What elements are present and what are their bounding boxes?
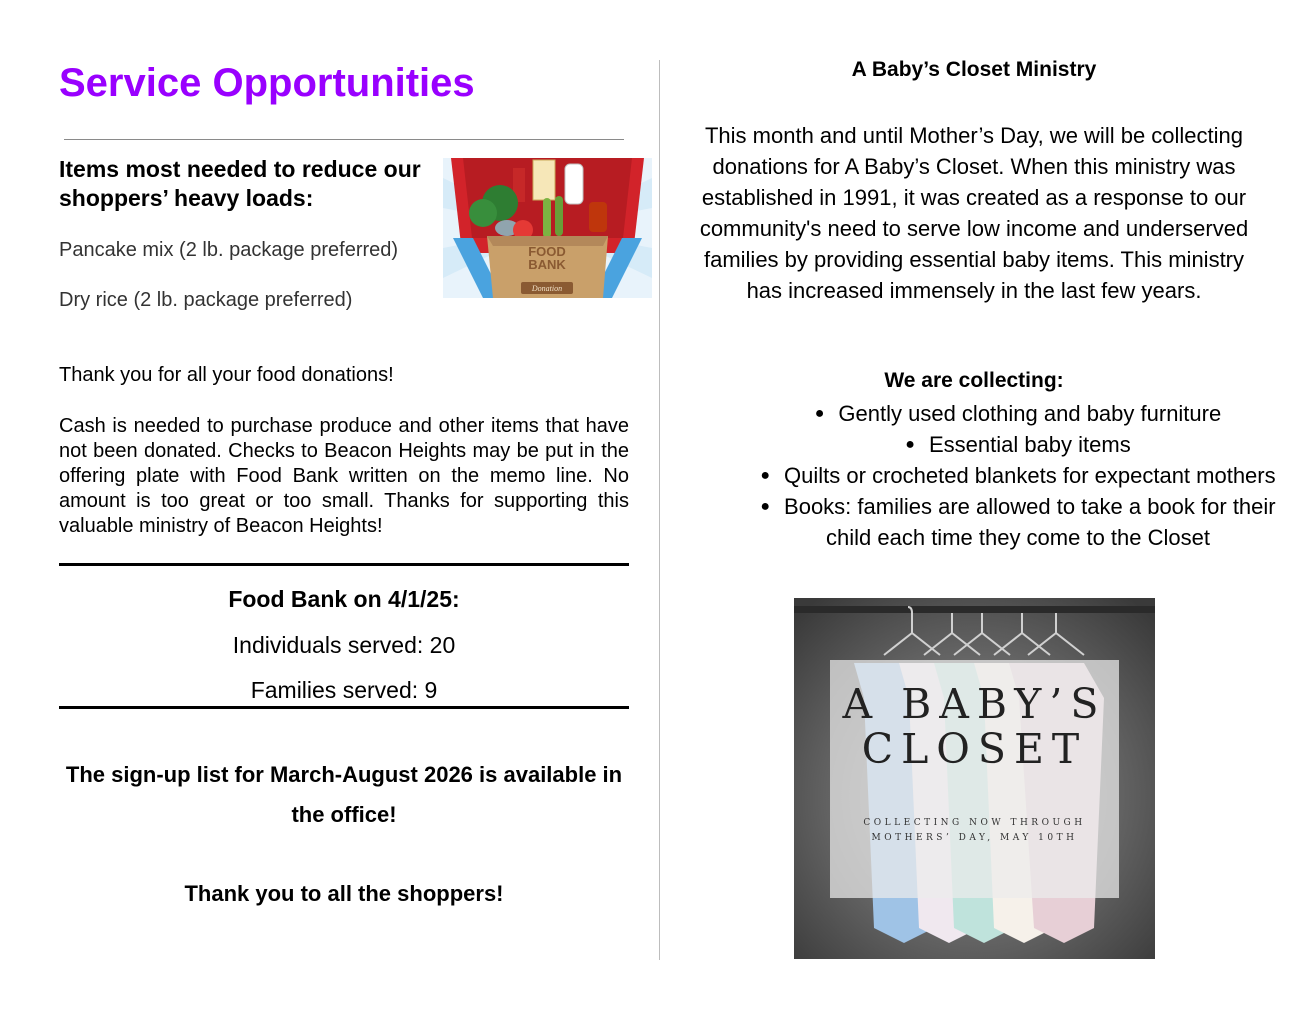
list-item — [738, 491, 1298, 553]
column-divider — [659, 60, 660, 960]
needed-item: Pancake mix (2 lb. package preferred) — [59, 239, 399, 261]
bullet-icon: ● — [814, 405, 825, 422]
left-column — [59, 55, 629, 906]
closet-title-line: A BABY’S — [842, 680, 1107, 728]
page-title: Service Opportunities — [59, 61, 475, 105]
donation-tag: Donation — [531, 284, 563, 293]
food-bank-donation-image — [443, 158, 652, 298]
list-item — [738, 460, 1298, 491]
food-bank-stats — [59, 563, 629, 709]
cash-needed-paragraph: Cash is needed to purchase produce and other items that have not been donated. Checks to Beacon Heights may be put in the offering plate with Food Bank written on the memo line. No amount is too great or too small. Thanks for supporting this valuable ministry of Beacon Heights! — [59, 415, 629, 537]
closet-subtitle: COLLECTING NOW THROUGH MOTHERS’ DAY, MAY 10TH — [863, 818, 1086, 843]
bullet-icon: ● — [760, 498, 771, 515]
stats-title: Food Bank on 4/1/25: — [228, 586, 460, 612]
bullet-icon: ● — [905, 436, 915, 453]
needed-items-heading: Items most needed to reduce our shoppers’ heavy loads: — [59, 156, 421, 211]
signup-notice: The sign-up list for March-August 2026 is available in the office! — [65, 762, 623, 827]
families-served: Families served: 9 — [250, 677, 438, 703]
collecting-heading: We are collecting: — [884, 369, 1064, 392]
needed-item: Dry rice (2 lb. package preferred) — [59, 289, 353, 311]
list-item-text: Quilts or crocheted blankets for expectant mothers — [784, 463, 1276, 488]
list-item-text: Gently used clothing and baby furniture — [838, 401, 1222, 426]
thanks-shoppers: Thank you to all the shoppers! — [184, 881, 504, 906]
thanks-food-donations: Thank you for all your food donations! — [59, 364, 394, 386]
bullet-icon: ● — [760, 467, 771, 484]
ministry-paragraph: This month and until Mother’s Day, we will be collecting donations for A Baby’s Closet. When this ministry was established in 1991, it was created as a response to our community's need to serve low income and underserved families by providing essential baby items. This ministry has increased immensely in the last few years. — [699, 123, 1249, 303]
closet-title — [830, 682, 1119, 772]
list-item — [738, 398, 1298, 429]
food-bank-box-label: BANK — [528, 257, 566, 272]
collecting-list — [738, 398, 1298, 553]
ministry-title: A Baby’s Closet Ministry — [851, 58, 1097, 81]
list-item-text: Essential baby items — [928, 432, 1131, 457]
food-bank-box-label: FOOD — [528, 244, 566, 259]
closet-title-line: CLOSET — [861, 725, 1088, 773]
title-divider — [64, 139, 624, 140]
list-item-text: Books: families are allowed to take a book for their child each time they come to the Closet — [784, 494, 1276, 550]
babys-closet-overlay — [830, 660, 1119, 898]
individuals-served: Individuals served: 20 — [232, 632, 456, 658]
list-item — [738, 429, 1298, 460]
